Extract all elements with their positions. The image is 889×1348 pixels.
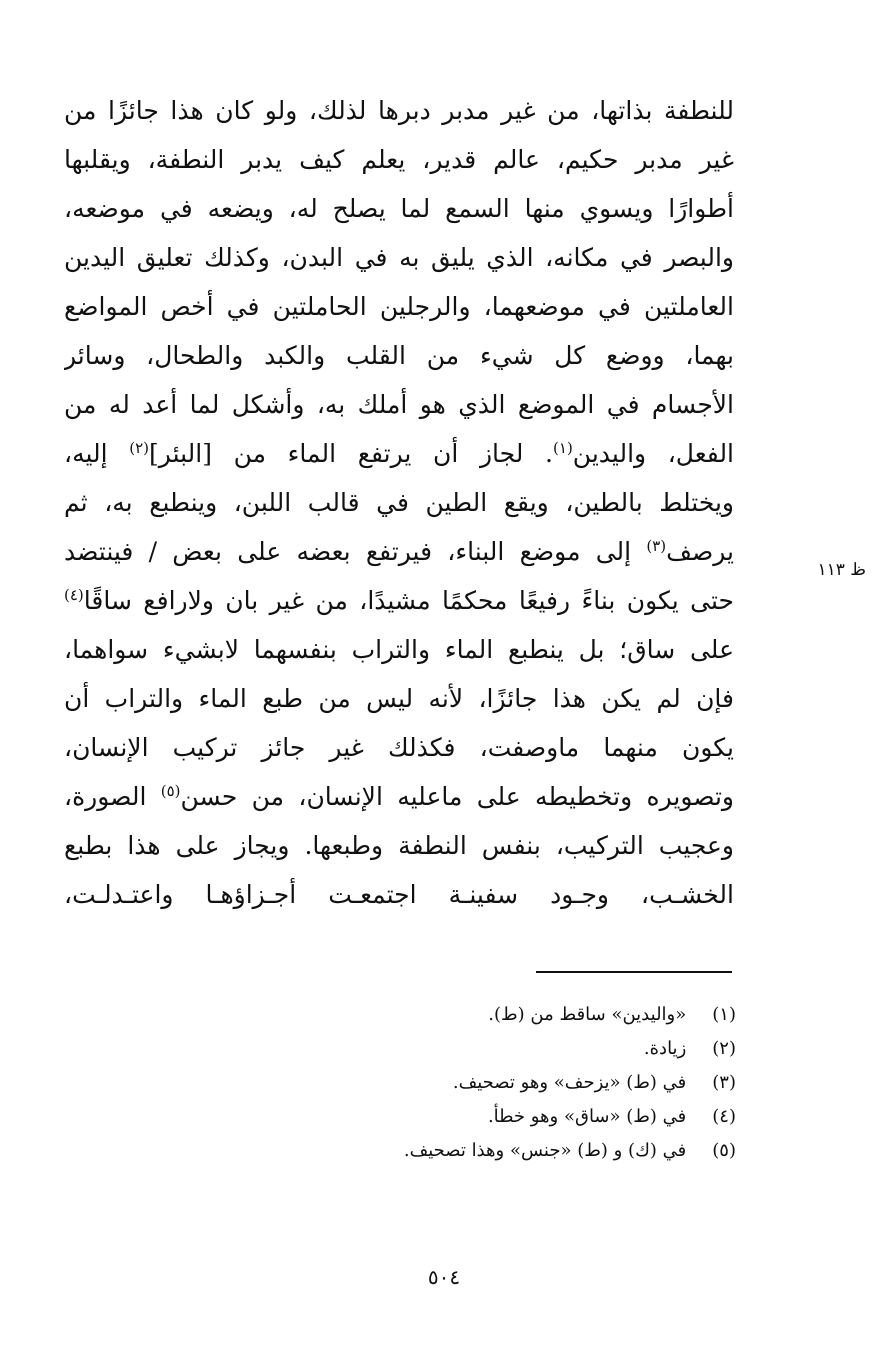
text-line-7: الأجسام في الموضع الذي هو أملك به، وأشكل لما أعد له من	[64, 390, 734, 419]
footnote-number: (٥)	[712, 1140, 736, 1161]
text-line-15	[64, 772, 734, 821]
text-segment: يرصف	[666, 537, 734, 566]
text-line-16: وعجيب التركيب، بنفس النطفة وطبعها. ويجاز على هذا بطبع	[64, 831, 734, 860]
footnote-number: (٤)	[712, 1106, 736, 1127]
text-segment: إليه،	[64, 439, 130, 468]
text-segment: حتى يكون بناءً رفيعًا محكمًا مشيدًا، من غير بان ولارافع ساقًا	[83, 586, 734, 615]
text-line-5: العاملتين في موضعهما، والرجلين الحاملتين في أخص المواضع	[64, 292, 734, 321]
text-line-9: ويختلط بالطين، ويقع الطين في قالب اللبن، وينطبع به، ثم	[64, 488, 734, 517]
footnote-separator	[536, 971, 732, 973]
text-segment: الفعل، واليدين	[572, 439, 734, 468]
text-line-10	[64, 527, 734, 576]
footnote-ref-3: (٣)	[646, 537, 667, 555]
footnotes	[200, 998, 736, 1168]
text-line-2: غير مدبر حكيم، عالم قدير، يعلم كيف يدبر النطفة، ويقلبها	[64, 145, 734, 174]
text-line-12: على ساق؛ بل ينطبع الماء والتراب بنفسهما لابشيء سواهما،	[64, 635, 734, 664]
text-line-3: أطوارًا ويسوي منها السمع لما يصلح له، ويضعه في موضعه،	[64, 194, 734, 223]
text-segment: الصورة،	[64, 782, 161, 811]
footnote-text: في (ط) «يزحف» وهو تصحيف.	[452, 1072, 687, 1093]
text-segment: . لجاز أن يرتفع الماء من [البئر]	[149, 439, 554, 468]
footnote-item	[200, 1032, 736, 1066]
footnote-item	[200, 1134, 736, 1168]
footnote-item	[200, 998, 736, 1032]
footnote-text: في (ط) «ساق» وهو خطأ.	[487, 1106, 687, 1127]
text-line-13: فإن لم يكن هذا جائزًا، لأنه ليس من طبع الماء والتراب أن	[64, 684, 734, 713]
footnote-text: في (ك) و (ط) «جنس» وهذا تصحيف.	[403, 1140, 687, 1161]
footnote-number: (١)	[712, 1004, 736, 1025]
page-number: ٥٠٤	[427, 1265, 461, 1289]
text-segment: وتصويره وتخطيطه على ماعليه الإنسان، من حسن	[180, 782, 734, 811]
text-segment: إلى موضع البناء، فيرتفع بعضه على بعض / فينتضد	[64, 537, 647, 566]
text-line-17: الخشـب، وجـود سفينـة اجتمعـت أجـزاؤهـا واعتـدلـت،	[64, 880, 734, 909]
margin-folio-note: ظ ١١٣	[817, 560, 866, 580]
footnote-text: «واليدين» ساقط من (ط).	[488, 1004, 687, 1025]
footnote-item	[200, 1100, 736, 1134]
footnote-number: (٢)	[712, 1038, 736, 1059]
footnote-ref-2: (٢)	[129, 439, 150, 457]
footnote-ref-5: (٥)	[160, 782, 181, 800]
footnote-item	[200, 1066, 736, 1100]
main-text	[64, 86, 734, 919]
footnote-text: زيادة.	[643, 1038, 687, 1059]
text-line-1: للنطفة بذاتها، من غير مدبر دبرها لذلك، ولو كان هذا جائزًا من	[64, 96, 734, 125]
text-line-6: بهما، ووضع كل شيء من القلب والكبد والطحال، وسائر	[64, 341, 734, 370]
footnote-ref-1: (١)	[553, 439, 573, 457]
text-line-11	[64, 576, 734, 625]
footnote-number: (٣)	[712, 1072, 736, 1093]
text-line-14: يكون منهما ماوصفت، فكذلك غير جائز تركيب الإنسان،	[64, 733, 734, 762]
text-line-4: والبصر في مكانه، الذي يليق به في البدن، وكذلك تعليق اليدين	[64, 243, 734, 272]
text-line-8	[64, 429, 734, 478]
footnote-ref-4: (٤)	[64, 586, 84, 604]
